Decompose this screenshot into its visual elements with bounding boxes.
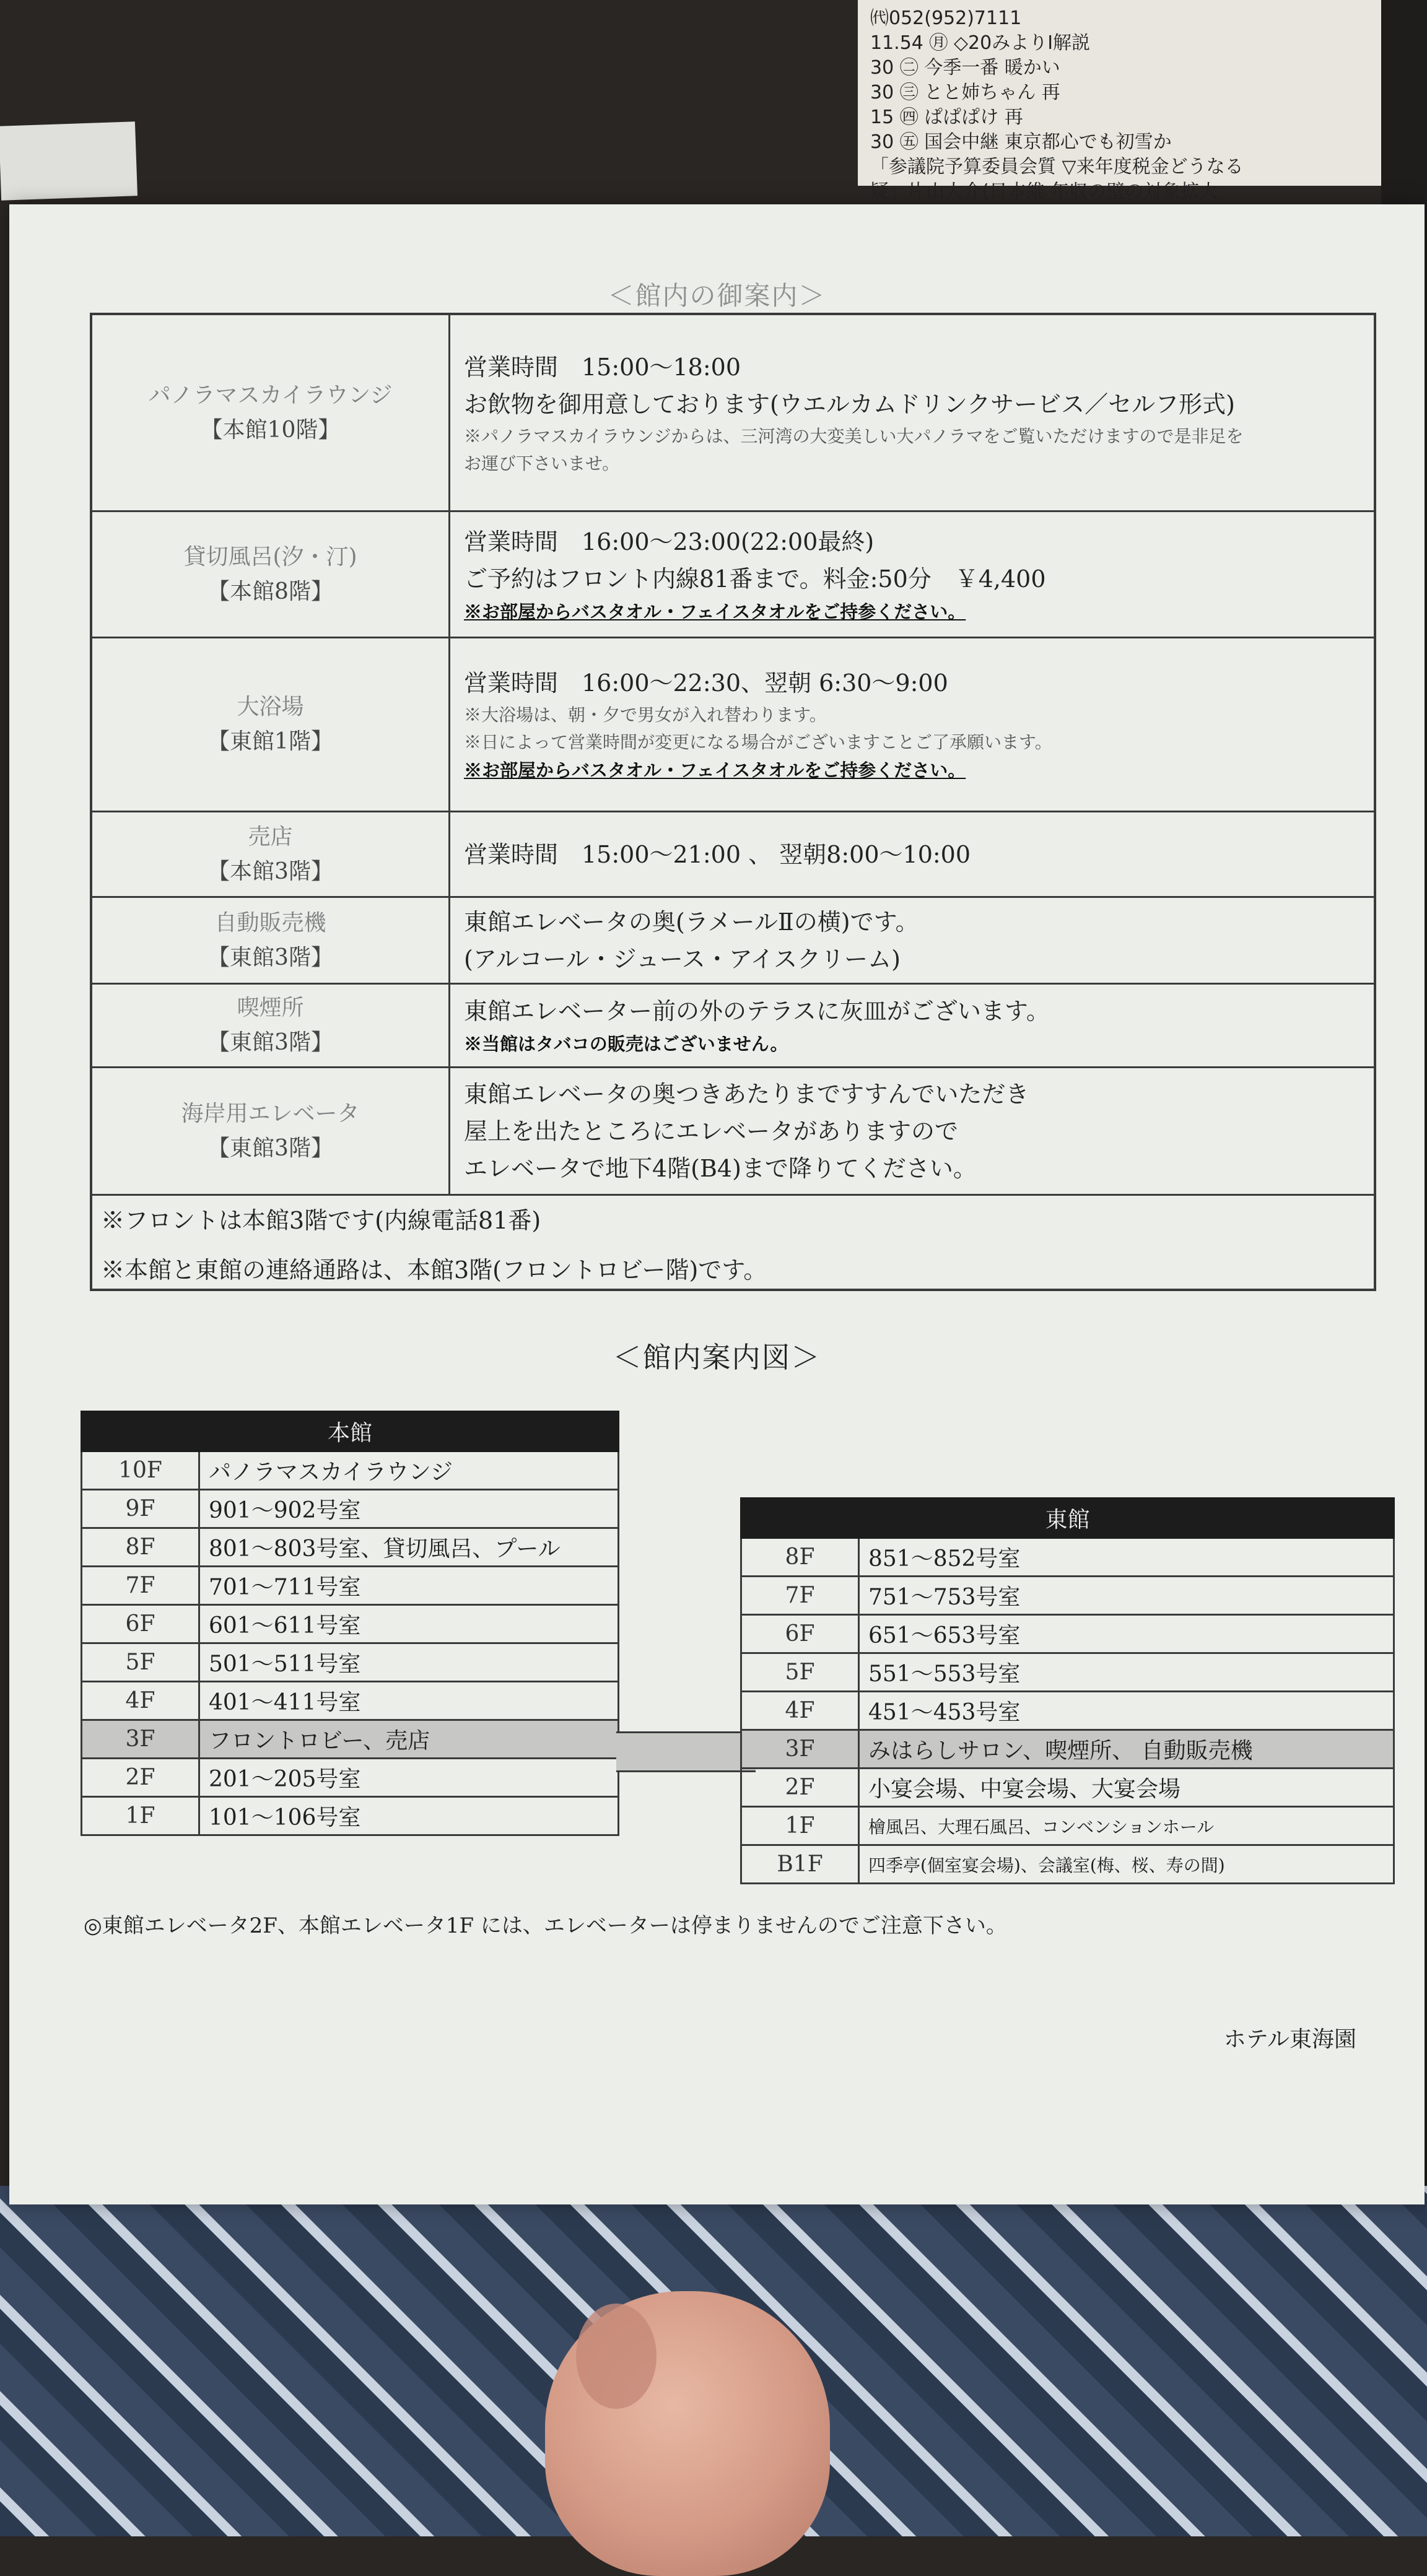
floor-rooms: 451～453号室 — [859, 1692, 1394, 1730]
guide-sheet — [9, 204, 1425, 2204]
floor-rooms: フロントロビー、売店 — [199, 1720, 619, 1759]
description-line: ※お部屋からバスタオル・フェイスタオルをご持参ください。 — [464, 760, 966, 781]
facility-name: 貸切風呂(汐・汀) — [183, 544, 357, 570]
floor-rooms: 601～611号室 — [199, 1605, 619, 1643]
facility-label — [92, 985, 450, 1066]
facility-location: 【本館3階】 — [207, 858, 333, 884]
facility-label — [92, 512, 450, 637]
floor-row — [82, 1682, 619, 1720]
facility-description — [464, 1068, 1368, 1194]
floor-number: 8F — [741, 1538, 859, 1577]
page-title: ＜館内の御案内＞ — [608, 281, 826, 311]
facility-description — [464, 985, 1368, 1066]
floor-row — [741, 1653, 1394, 1692]
facility-description — [464, 812, 1368, 896]
floor-row — [741, 1769, 1394, 1807]
floor-number: 10F — [82, 1451, 199, 1490]
floor-rooms: 檜風呂、大理石風呂、コンベンションホール — [859, 1807, 1394, 1845]
floor-row — [82, 1797, 619, 1835]
newspaper-line: 30 ㊁ 今季一番 暖かい — [870, 57, 1060, 79]
floor-number: 9F — [82, 1490, 199, 1528]
floor-number: 7F — [82, 1567, 199, 1605]
floor-number: 2F — [741, 1769, 859, 1807]
facility-name: 自動販売機 — [214, 910, 326, 936]
newspaper-clipping — [858, 0, 1427, 202]
floor-row — [82, 1720, 619, 1759]
facility-label — [92, 812, 450, 896]
floor-number: 1F — [82, 1797, 199, 1835]
floor-row — [741, 1730, 1394, 1769]
newspaper-line: 15 ㊃ ぱぱぱけ 再 — [870, 107, 1023, 128]
description-line: ※日によって営業時間が変更になる場合がございますことご了承願います。 — [464, 732, 1052, 752]
floor-number: 8F — [82, 1528, 199, 1567]
description-line: (アルコール・ジュース・アイスクリーム) — [464, 945, 901, 973]
newspaper-line: 「参議院予算委員会質 ▽来年度税金どうなる — [870, 156, 1244, 178]
floor-row — [82, 1490, 619, 1528]
facility-row — [92, 898, 1374, 985]
facility-name: 大浴場 — [237, 694, 304, 720]
description-line: お飲物を御用意しております(ウエルカムドリンクサービス／セルフ形式) — [464, 390, 1235, 418]
floor-row — [741, 1845, 1394, 1884]
floor-number: 6F — [82, 1605, 199, 1643]
floor-row — [741, 1807, 1394, 1845]
general-notes — [101, 1196, 1368, 1295]
floor-rooms: 701～711号室 — [199, 1567, 619, 1605]
floor-rooms: 651～653号室 — [859, 1615, 1394, 1653]
floor-rooms: 801～803号室、貸切風呂、プール — [199, 1528, 619, 1567]
floor-number: 7F — [741, 1577, 859, 1615]
facility-description — [464, 638, 1368, 811]
facility-location: 【本館10階】 — [200, 417, 341, 443]
toenail-image — [576, 2304, 657, 2409]
facility-name: パノラマスカイラウンジ — [148, 382, 393, 408]
facility-description — [464, 315, 1368, 510]
elevator-footnote: ◎東館エレベータ2F、本館エレベータ1F には、エレベーターは停まりませんのでご注意下さい。 — [84, 1913, 1007, 1938]
east-building-floor-table — [740, 1497, 1395, 1884]
floor-rooms: 751～753号室 — [859, 1577, 1394, 1615]
floor-rooms: 201～205号室 — [199, 1759, 619, 1797]
newspaper-line: 30 ㊄ 国会中継 東京都心でも初雪か — [870, 131, 1172, 153]
facility-row — [92, 812, 1374, 898]
floor-rooms: 401～411号室 — [199, 1682, 619, 1720]
building-name: 本館 — [82, 1412, 619, 1451]
floor-rooms: 501～511号室 — [199, 1643, 619, 1682]
facility-name: 海岸用エレベータ — [181, 1100, 360, 1126]
floor-number: 1F — [741, 1807, 859, 1845]
description-line: ※当館はタバコの販売はございません。 — [464, 1033, 788, 1055]
floor-number: 3F — [82, 1720, 199, 1759]
description-line: エレベータで地下4階(B4)まで降りてください。 — [464, 1154, 977, 1182]
facility-label — [92, 1068, 450, 1194]
facility-row — [92, 1068, 1374, 1196]
description-line: 東館エレベーター前の外のテラスに灰皿がございます。 — [464, 998, 1050, 1025]
facility-location: 【東館3階】 — [207, 1135, 333, 1161]
floor-number: 6F — [741, 1615, 859, 1653]
floor-number: 5F — [82, 1643, 199, 1682]
floor-number: 3F — [741, 1730, 859, 1769]
facility-description — [464, 512, 1368, 637]
main-building-floor-table — [81, 1411, 619, 1836]
description-line: 営業時間 16:00～23:00(22:00最終) — [464, 528, 875, 555]
floor-number: 4F — [741, 1692, 859, 1730]
description-line: 屋上を出たところにエレベータがありますので — [464, 1117, 959, 1145]
facility-row — [92, 985, 1374, 1068]
floor-row — [82, 1528, 619, 1567]
facility-location: 【東館3階】 — [207, 1030, 333, 1055]
building-name: 東館 — [741, 1499, 1394, 1538]
facility-name: 売店 — [248, 824, 293, 850]
hotel-name: ホテル東海園 — [1223, 2027, 1356, 2052]
facility-location: 【東館1階】 — [207, 729, 333, 754]
description-line: 営業時間 15:00～21:00 、 翌朝8:00～10:00 — [464, 840, 971, 868]
note-line: ※フロントは本館3階です(内線電話81番) — [101, 1207, 541, 1234]
floor-rooms: 101～106号室 — [199, 1797, 619, 1835]
description-line: ご予約はフロント内線81番まで。料金:50分 ￥4,400 — [464, 565, 1046, 593]
floor-rooms: 四季亭(個室宴会場)、会議室(梅、桜、寿の間) — [859, 1845, 1394, 1884]
floor-row — [82, 1451, 619, 1490]
newspaper-line: 30 ㊂ とと姉ちゃん 再 — [870, 82, 1060, 103]
floor-number: 5F — [741, 1653, 859, 1692]
facility-row — [92, 638, 1374, 812]
description-line: ※大浴場は、朝・夕で男女が入れ替わります。 — [464, 705, 827, 725]
floor-rooms: 901～902号室 — [199, 1490, 619, 1528]
floor-row — [741, 1692, 1394, 1730]
facility-row — [92, 315, 1374, 512]
floor-number: 4F — [82, 1682, 199, 1720]
facility-label — [92, 638, 450, 811]
floor-rooms: 551～553号室 — [859, 1653, 1394, 1692]
floor-map-title: ＜館内案内図＞ — [613, 1341, 821, 1374]
description-line: 東館エレベータの奥(ラメールⅡの横)です。 — [464, 908, 919, 936]
description-line: 東館エレベータの奥つきあたりまですすんでいただき — [464, 1080, 1029, 1108]
newspaper-line: 11.54 ㊊ ◇20みよりⅠ解説 — [870, 32, 1091, 54]
floor-row — [741, 1538, 1394, 1577]
description-line: ※パノラマスカイラウンジからは、三河湾の大変美しい大パノラマをご覧いただけますので是非足を — [464, 425, 1244, 446]
floor-rooms: みはらしサロン、喫煙所、 自動販売機 — [859, 1730, 1394, 1769]
description-line: 営業時間 16:00～22:30、翌朝 6:30～9:00 — [464, 669, 948, 697]
floor-number: 2F — [82, 1759, 199, 1797]
facility-row — [92, 512, 1374, 638]
facility-label — [92, 898, 450, 983]
description-line: 営業時間 15:00～18:00 — [464, 353, 741, 381]
newspaper-line: 疑」片山大介(日本維 年収の壁の対象拡大 — [870, 181, 1218, 202]
facility-info-table — [90, 313, 1376, 1291]
note-line: ※本館と東館の連絡通路は、本館3階(フロントロビー階)です。 — [101, 1256, 767, 1284]
floor-number: B1F — [741, 1845, 859, 1884]
floor-row — [82, 1567, 619, 1605]
description-line: ※お部屋からバスタオル・フェイスタオルをご持参ください。 — [464, 601, 966, 622]
facility-label — [92, 315, 450, 510]
floor-row — [741, 1577, 1394, 1615]
floor-row — [82, 1605, 619, 1643]
background-paper-sheet — [0, 121, 137, 201]
floor-row — [82, 1643, 619, 1682]
floor-rooms: 851～852号室 — [859, 1538, 1394, 1577]
floor-row — [741, 1615, 1394, 1653]
floor-row — [82, 1759, 619, 1797]
facility-description — [464, 898, 1368, 983]
facility-location: 【本館8階】 — [207, 578, 333, 604]
facility-name: 喫煙所 — [237, 995, 304, 1020]
floor-rooms: パノラマスカイラウンジ — [199, 1451, 619, 1490]
floor-rooms: 小宴会場、中宴会場、大宴会場 — [859, 1769, 1394, 1807]
newspaper-line: ㈹052(952)7111 — [870, 7, 1022, 29]
connecting-corridor — [616, 1731, 756, 1772]
description-line: お運び下さいませ。 — [464, 453, 620, 474]
facility-location: 【東館3階】 — [207, 944, 333, 970]
